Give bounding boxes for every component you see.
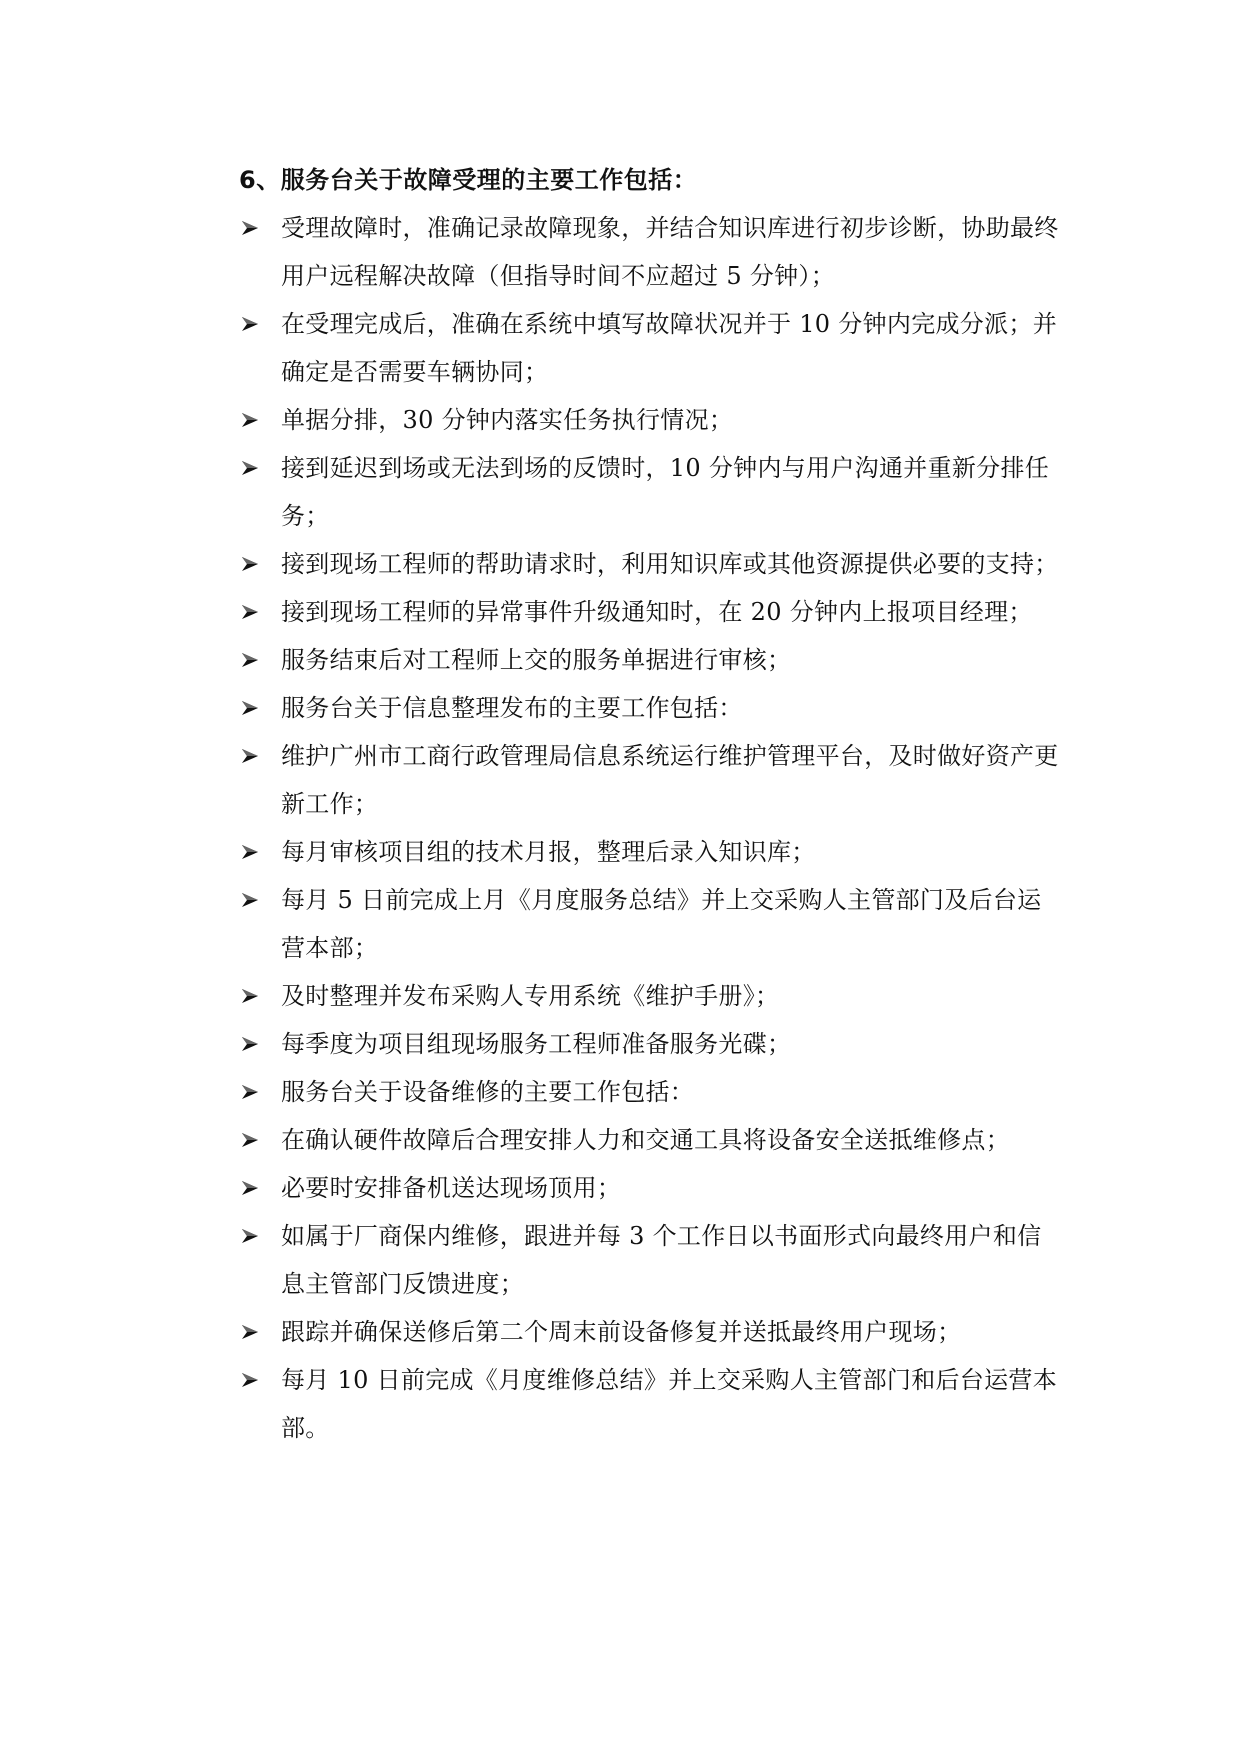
list-item xyxy=(239,684,1059,732)
list-item-text: 单据分排，30 分钟内落实任务执行情况； xyxy=(281,406,734,434)
list-item xyxy=(239,396,1059,444)
list-item xyxy=(239,1356,1059,1452)
list-item xyxy=(239,828,1059,876)
list-item-text: 每月 10 日前完成《月度维修总结》并上交采购人主管部门和后台运营本部。 xyxy=(281,1366,1057,1442)
list-item xyxy=(239,972,1059,1020)
list-item-text: 每月 5 日前完成上月《月度服务总结》并上交采购人主管部门及后台运营本部； xyxy=(281,886,1042,962)
list-item-text: 每月审核项目组的技术月报，整理后录入知识库； xyxy=(281,838,816,866)
list-item-text: 接到现场工程师的异常事件升级通知时，在 20 分钟内上报项目经理； xyxy=(281,598,1033,626)
arrowhead-bullet-icon xyxy=(239,1116,261,1164)
list-item xyxy=(239,300,1059,396)
list-item xyxy=(239,204,1059,300)
list-item-text: 服务结束后对工程师上交的服务单据进行审核； xyxy=(281,646,792,674)
arrowhead-bullet-icon xyxy=(239,1356,261,1404)
arrowhead-bullet-icon xyxy=(239,396,261,444)
list-item xyxy=(239,588,1059,636)
list-item-text: 受理故障时，准确记录故障现象，并结合知识库进行初步诊断，协助最终用户远程解决故障（但指导时间不应超过 5 分钟）； xyxy=(281,214,1059,290)
bullet-list xyxy=(239,204,1059,1452)
arrowhead-bullet-icon xyxy=(239,1068,261,1116)
list-item xyxy=(239,1308,1059,1356)
arrowhead-bullet-icon xyxy=(239,1164,261,1212)
list-item-text: 及时整理并发布采购人专用系统《维护手册》； xyxy=(281,982,780,1010)
section-heading: 6、服务台关于故障受理的主要工作包括： xyxy=(239,166,698,194)
arrowhead-bullet-icon xyxy=(239,636,261,684)
list-item-text: 跟踪并确保送修后第二个周末前设备修复并送抵最终用户现场； xyxy=(281,1318,962,1346)
arrowhead-bullet-icon xyxy=(239,876,261,924)
arrowhead-bullet-icon xyxy=(239,684,261,732)
list-item-text: 必要时安排备机送达现场顶用； xyxy=(281,1174,622,1202)
list-item xyxy=(239,444,1059,540)
arrowhead-bullet-icon xyxy=(239,588,261,636)
arrowhead-bullet-icon xyxy=(239,204,261,252)
list-item xyxy=(239,636,1059,684)
list-item-text: 服务台关于设备维修的主要工作包括： xyxy=(281,1078,695,1106)
list-item-text: 在受理完成后，准确在系统中填写故障状况并于 10 分钟内完成分派；并确定是否需要车辆协同； xyxy=(281,310,1057,386)
list-item xyxy=(239,876,1059,972)
list-item-text: 维护广州市工商行政管理局信息系统运行维护管理平台，及时做好资产更新工作； xyxy=(281,742,1059,818)
list-item xyxy=(239,1068,1059,1116)
document-body xyxy=(239,156,1059,1452)
arrowhead-bullet-icon xyxy=(239,828,261,876)
list-item-text: 在确认硬件故障后合理安排人力和交通工具将设备安全送抵维修点； xyxy=(281,1126,1010,1154)
arrowhead-bullet-icon xyxy=(239,972,261,1020)
list-item-text: 如属于厂商保内维修，跟进并每 3 个工作日以书面形式向最终用户和信息主管部门反馈进度； xyxy=(281,1222,1042,1298)
arrowhead-bullet-icon xyxy=(239,1212,261,1260)
list-item xyxy=(239,1164,1059,1212)
list-item xyxy=(239,1212,1059,1308)
arrowhead-bullet-icon xyxy=(239,1020,261,1068)
list-item xyxy=(239,732,1059,828)
arrowhead-bullet-icon xyxy=(239,732,261,780)
list-item-text: 接到现场工程师的帮助请求时，利用知识库或其他资源提供必要的支持； xyxy=(281,550,1059,578)
list-item-text: 接到延迟到场或无法到场的反馈时，10 分钟内与用户沟通并重新分排任务； xyxy=(281,454,1050,530)
arrowhead-bullet-icon xyxy=(239,444,261,492)
list-item xyxy=(239,1020,1059,1068)
list-item xyxy=(239,1116,1059,1164)
arrowhead-bullet-icon xyxy=(239,1308,261,1356)
arrowhead-bullet-icon xyxy=(239,540,261,588)
list-item xyxy=(239,540,1059,588)
arrowhead-bullet-icon xyxy=(239,300,261,348)
list-item-text: 每季度为项目组现场服务工程师准备服务光碟； xyxy=(281,1030,792,1058)
list-item-text: 服务台关于信息整理发布的主要工作包括： xyxy=(281,694,743,722)
